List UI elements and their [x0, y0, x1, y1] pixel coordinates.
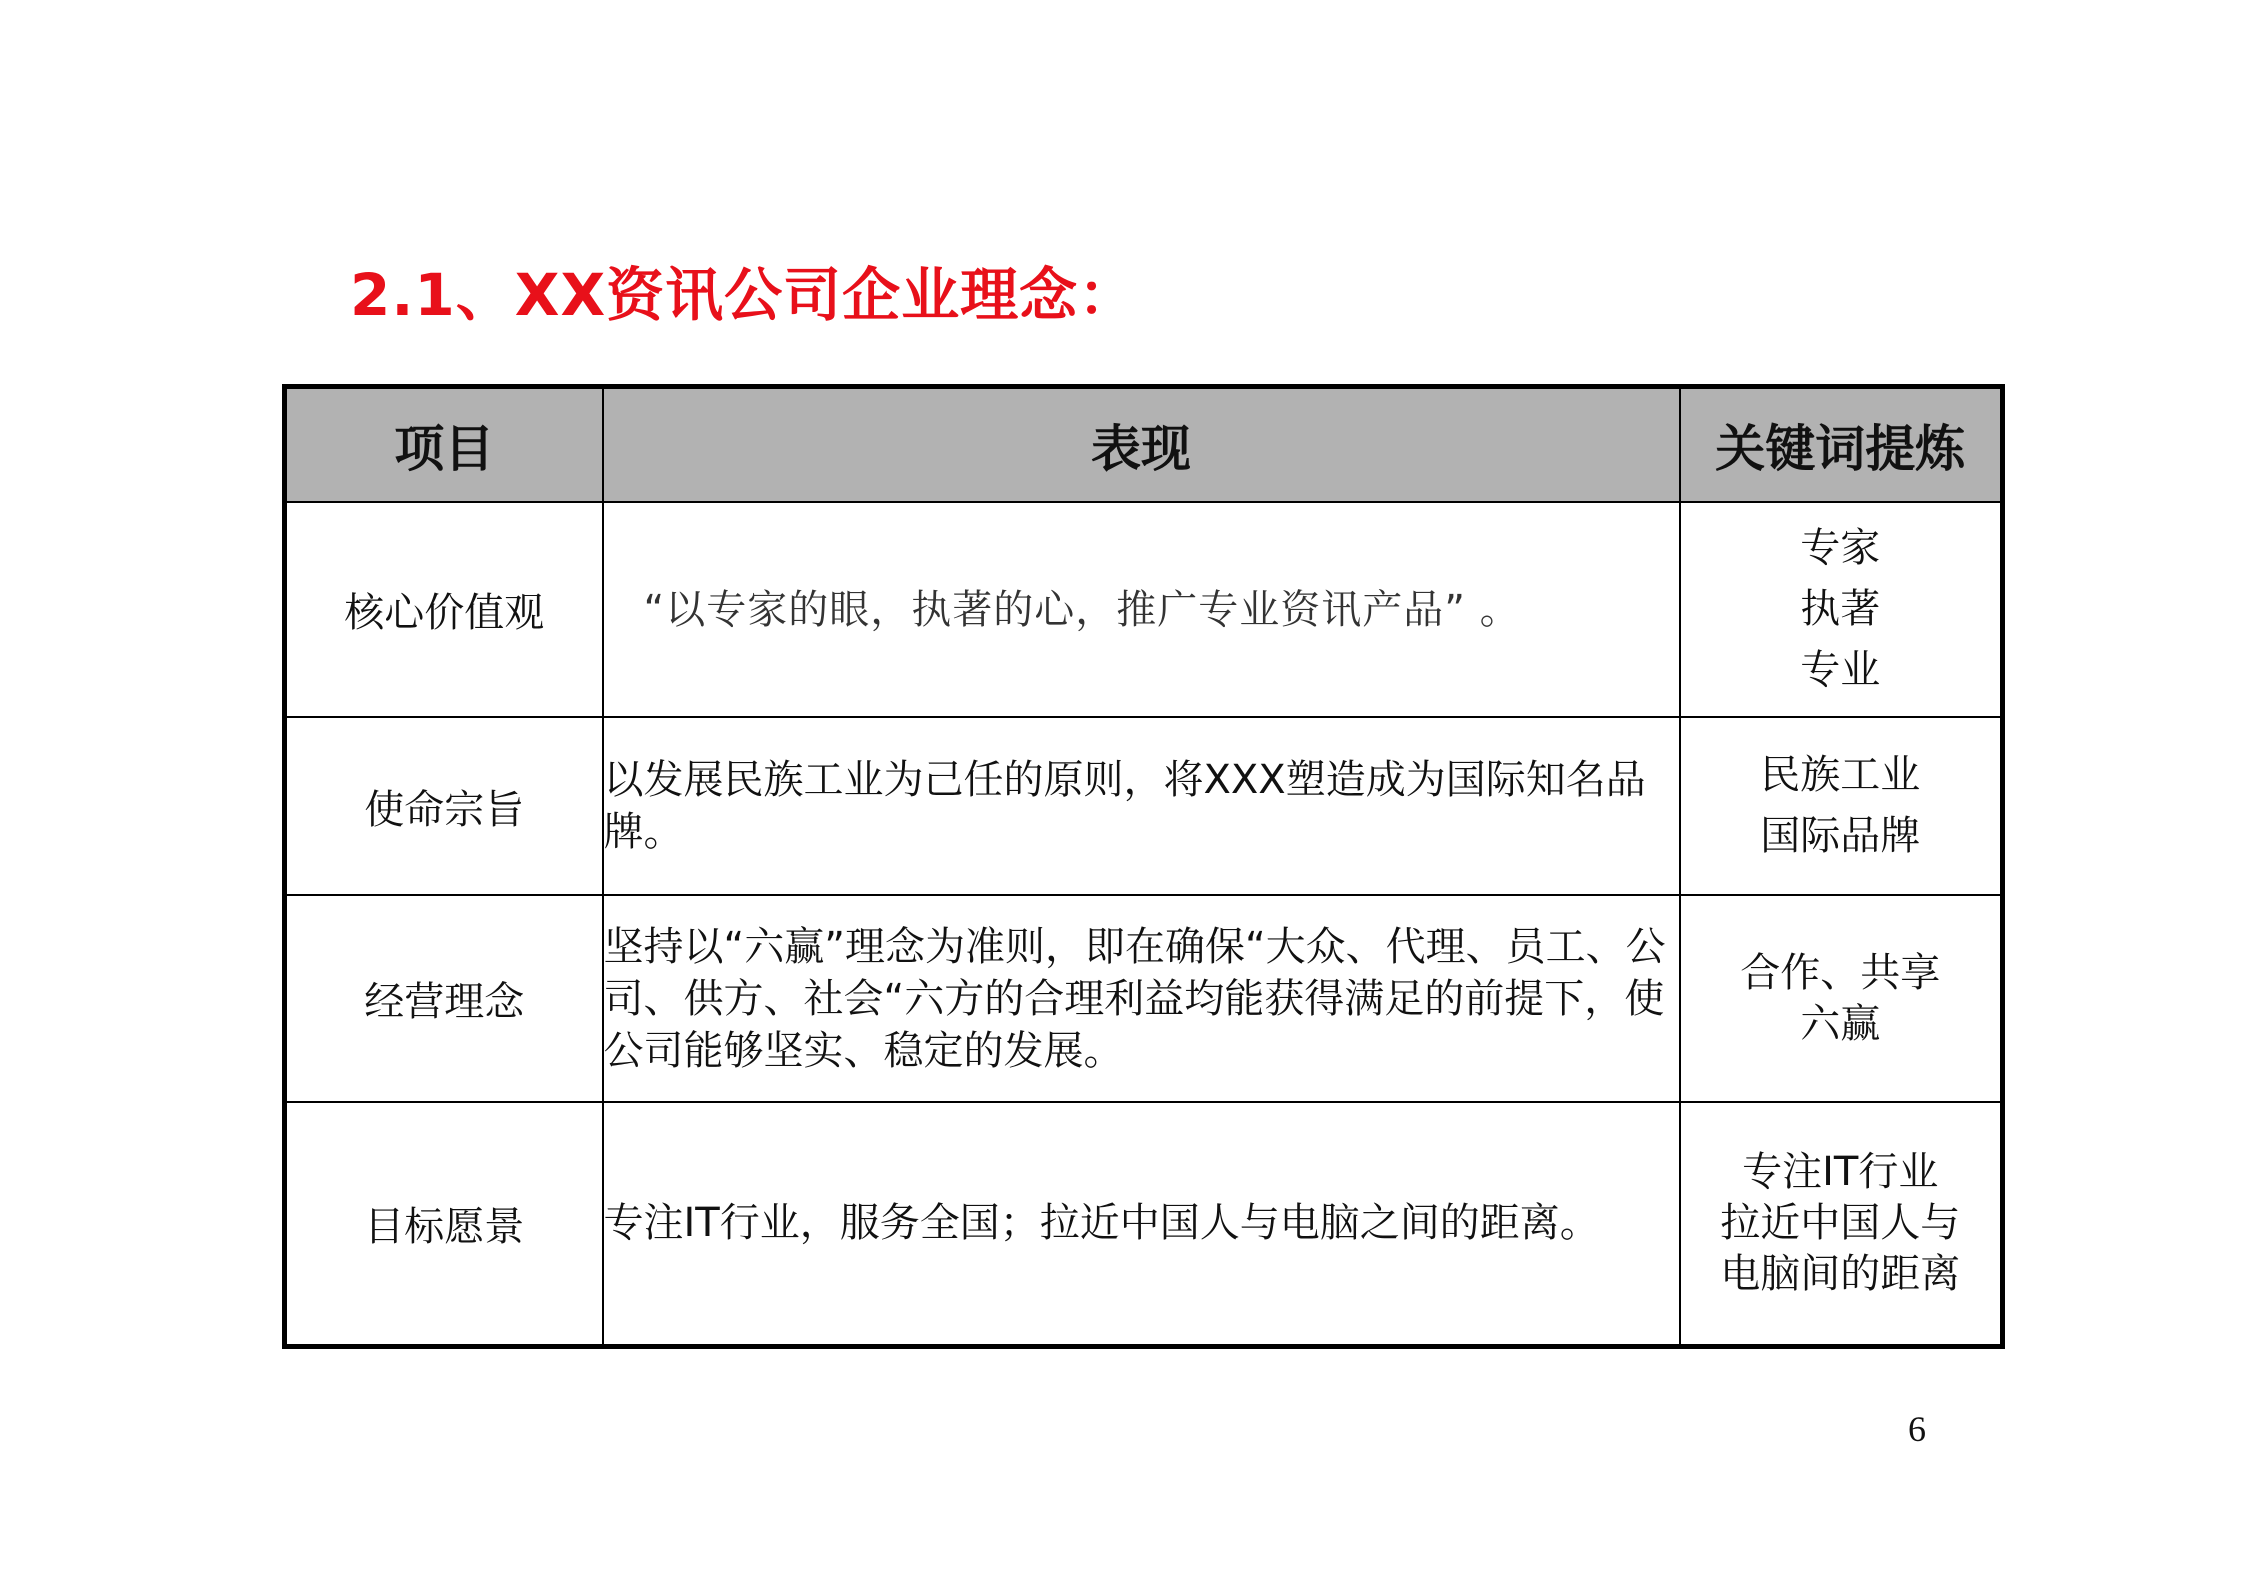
slide-title: 2.1、XX资讯公司企业理念： — [350, 261, 1138, 329]
table-row-vision — [285, 1102, 2003, 1346]
concept-table-container — [282, 384, 2000, 1346]
keyword: 电脑间的距离 — [1720, 1250, 1961, 1297]
row-item-label: 使命宗旨 — [285, 717, 603, 895]
page-number: 6 — [1908, 1409, 1926, 1449]
table-row-core-values — [285, 502, 2003, 717]
keyword: 执著 — [1800, 586, 1881, 632]
concept-table — [282, 384, 2005, 1349]
keyword: 专业 — [1800, 647, 1881, 693]
row-keywords — [1680, 502, 2003, 717]
row-item-label: 经营理念 — [285, 895, 603, 1102]
header-description: 表现 — [603, 387, 1680, 503]
header-keywords: 关键词提炼 — [1680, 387, 2003, 503]
keyword: 六赢 — [1800, 1000, 1881, 1047]
row-description: “以专家的眼，执著的心，推广专业资讯产品” 。 — [603, 502, 1680, 717]
row-item-label: 核心价值观 — [285, 502, 603, 717]
row-description: 专注IT行业，服务全国；拉近中国人与电脑之间的距离。 — [603, 1102, 1680, 1346]
keyword: 国际品牌 — [1760, 813, 1921, 859]
row-description: 以发展民族工业为己任的原则，将XXX塑造成为国际知名品牌。 — [603, 717, 1680, 895]
table-row-business-philosophy — [285, 895, 2003, 1102]
row-keywords — [1680, 717, 2003, 895]
keyword: 合作、共享 — [1740, 949, 1941, 996]
table-row-mission — [285, 717, 2003, 895]
keyword: 民族工业 — [1760, 752, 1921, 798]
row-description: 坚持以“六赢”理念为准则，即在确保“大众、代理、员工、公司、供方、社会“六方的合理利益均能获得满足的前提下，使公司能够坚实、稳定的发展。 — [603, 895, 1680, 1102]
keyword: 专注IT行业 — [1742, 1148, 1939, 1195]
row-item-label: 目标愿景 — [285, 1102, 603, 1346]
keyword: 专家 — [1800, 525, 1881, 571]
table-header — [285, 387, 2003, 503]
header-item: 项目 — [285, 387, 603, 503]
row-keywords — [1680, 1102, 2003, 1346]
row-keywords — [1680, 895, 2003, 1102]
header-row — [285, 387, 2003, 503]
keyword: 拉近中国人与 — [1720, 1199, 1961, 1246]
